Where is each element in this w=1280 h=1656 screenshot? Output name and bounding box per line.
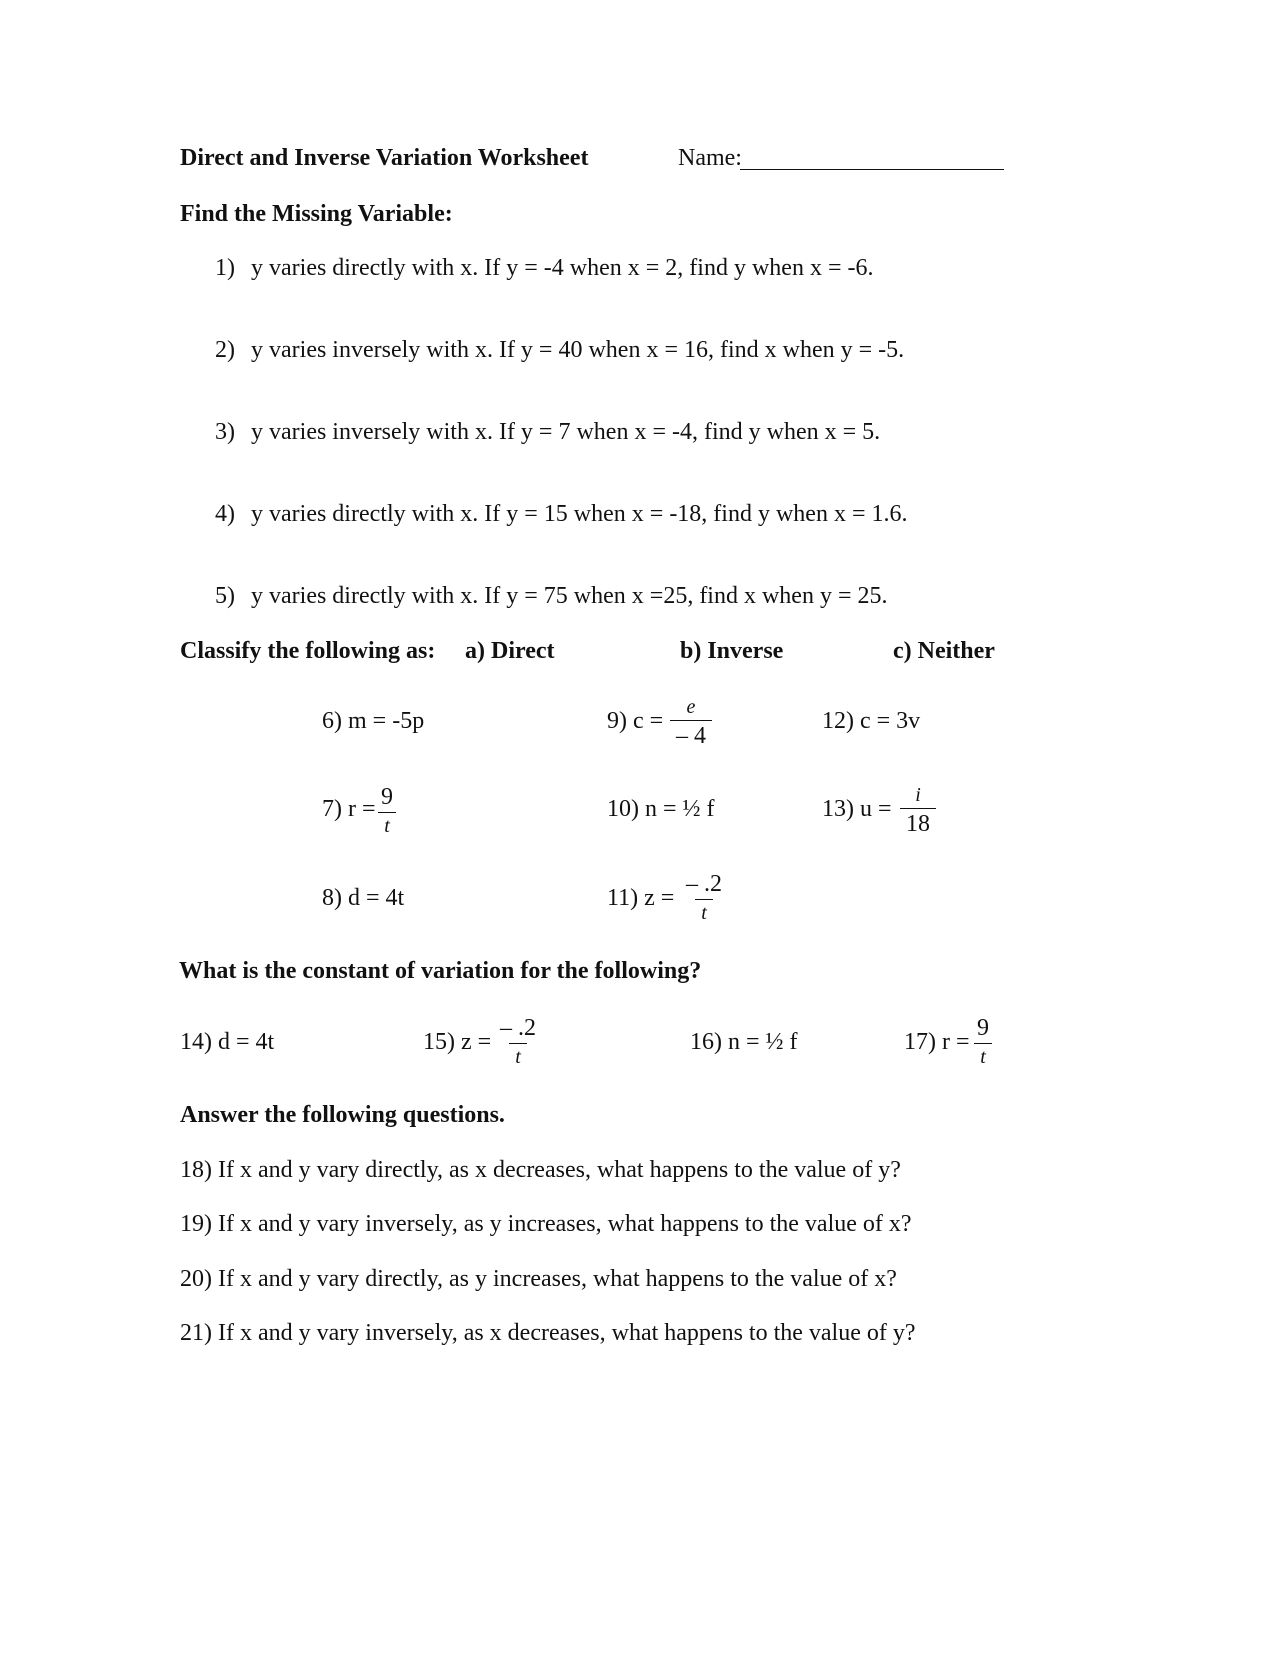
problem-16: 16) n = ½ f xyxy=(690,1029,798,1055)
problem-15-label: 15) z = xyxy=(423,1029,492,1055)
problem-13-fraction xyxy=(900,785,936,836)
name-blank-line xyxy=(740,147,1004,170)
question-number: 5) xyxy=(215,583,235,609)
problem-14: 14) d = 4t xyxy=(180,1029,275,1055)
question-19: 19) If x and y vary inversely, as y increases, what happens to the value of x? xyxy=(180,1211,912,1237)
name-label: Name: xyxy=(678,145,742,171)
question-text: y varies inversely with x. If y = 7 when x = -4, find y when x = 5. xyxy=(251,419,881,445)
question-number: 2) xyxy=(215,337,235,363)
question-number: 3) xyxy=(215,419,235,445)
question-text: y varies directly with x. If y = 75 when x =25, find x when y = 25. xyxy=(251,583,888,609)
fraction-denominator: t xyxy=(695,899,713,923)
fraction-numerator: i xyxy=(915,784,921,806)
question-text: y varies inversely with x. If y = 40 when x = 16, find x when y = -5. xyxy=(251,337,905,363)
problem-15-fraction xyxy=(494,1016,542,1067)
problem-6: 6) m = -5p xyxy=(322,708,425,734)
problem-8: 8) d = 4t xyxy=(322,885,405,911)
fraction-numerator: – .2 xyxy=(686,871,722,897)
problem-9-fraction xyxy=(670,697,712,748)
problem-13-label: 13) u = xyxy=(822,796,892,822)
problem-12: 12) c = 3v xyxy=(822,708,921,734)
question-number: 1) xyxy=(215,255,235,281)
problem-10: 10) n = ½ f xyxy=(607,796,715,822)
option-direct: a) Direct xyxy=(465,638,555,664)
option-neither: c) Neither xyxy=(893,638,995,664)
question-text: y varies directly with x. If y = -4 when x = 2, find y when x = -6. xyxy=(251,255,874,281)
section-heading-classify: Classify the following as: xyxy=(180,638,436,664)
fraction-numerator: – .2 xyxy=(500,1015,536,1041)
problem-7-fraction xyxy=(375,785,399,836)
question-20: 20) If x and y vary directly, as y increases, what happens to the value of x? xyxy=(180,1266,897,1292)
fraction-denominator: – 4 xyxy=(670,720,712,748)
fraction-numerator: e xyxy=(686,696,696,718)
section-heading-answer: Answer the following questions. xyxy=(180,1102,505,1128)
problem-9-label: 9) c = xyxy=(607,708,664,734)
fraction-denominator: t xyxy=(378,812,396,836)
problem-17-label: 17) r = xyxy=(904,1029,970,1055)
section-heading-missing-variable: Find the Missing Variable: xyxy=(180,201,453,227)
fraction-numerator: 9 xyxy=(381,784,393,810)
question-18: 18) If x and y vary directly, as x decreases, what happens to the value of y? xyxy=(180,1157,901,1183)
option-inverse: b) Inverse xyxy=(680,638,784,664)
worksheet-title: Direct and Inverse Variation Worksheet xyxy=(180,145,589,171)
problem-17-fraction xyxy=(971,1016,995,1067)
question-text: y varies directly with x. If y = 15 when x = -18, find y when x = 1.6. xyxy=(251,501,908,527)
section-heading-constant: What is the constant of variation for the following? xyxy=(179,958,702,984)
problem-11-fraction xyxy=(680,872,728,923)
fraction-denominator: t xyxy=(974,1043,992,1067)
fraction-numerator: 9 xyxy=(977,1015,989,1041)
problem-7-label: 7) r = xyxy=(322,796,376,822)
question-number: 4) xyxy=(215,501,235,527)
fraction-denominator: 18 xyxy=(900,808,936,836)
problem-11-label: 11) z = xyxy=(607,885,675,911)
question-21: 21) If x and y vary inversely, as x decreases, what happens to the value of y? xyxy=(180,1320,916,1346)
fraction-denominator: t xyxy=(509,1043,527,1067)
